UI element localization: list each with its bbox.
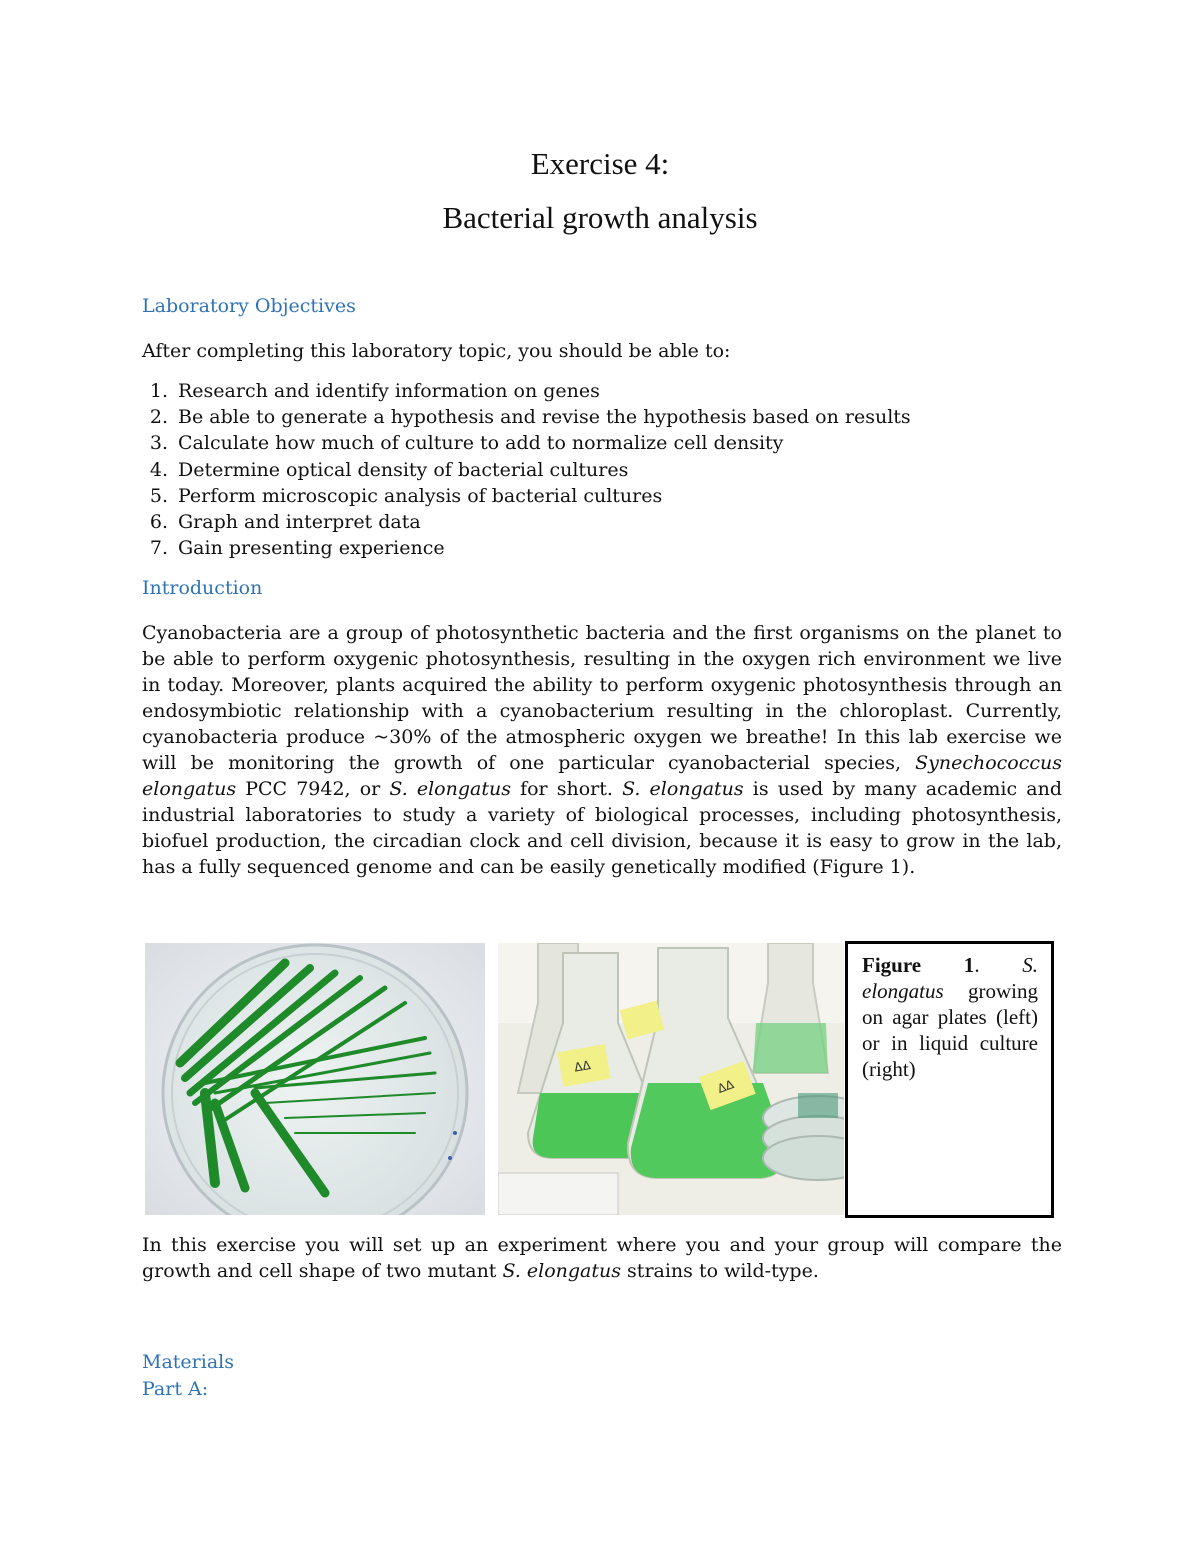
list-number: 5.: [149, 484, 168, 507]
list-number: 4.: [149, 458, 168, 481]
intro-text-4: is used by many academic and industrial laboratories to study a variety of biological processes, including photosynthesis, biofuel production, the circadian clock and cell division, because it is easy to grow in the lab, has a fully sequenced genome and can be easily genetically modified (Figure 1).: [142, 778, 1062, 878]
intro-text-1: Cyanobacteria are a group of photosynthetic bacteria and the first organisms on the planet to be able to perform oxygenic photosynthesis, resulting in the oxygen rich environment we live in today. Moreover, plants acquired the ability to perform oxygenic photosynthesis through an endosymbiotic relationship with a cyanobacterium resulting in the chloroplast. Currently, cyanobacteria produce ~30% of the atmospheric oxygen we breathe! In this lab exercise we will be monitoring the growth of one particular cyanobacterial species,: [142, 622, 1062, 774]
list-item: [142, 535, 911, 561]
objectives-list: [142, 378, 911, 561]
species-abbrev: S. elongatus: [862, 953, 1039, 1003]
list-text: Determine optical density of bacterial cultures: [178, 458, 629, 481]
list-text: Gain presenting experience: [178, 537, 445, 560]
liquid-culture-photo: [498, 943, 844, 1215]
list-item: [142, 457, 911, 483]
species-abbrev: S. elongatus: [502, 1260, 622, 1282]
exercise-paragraph: [142, 1232, 1062, 1284]
flask-label: ΔΔ: [573, 1057, 592, 1075]
caption-text: growing on agar plates (left) or in liquid culture (right): [862, 979, 1038, 1081]
exercise-number: Exercise 4:: [530, 146, 670, 181]
list-text: Be able to generate a hypothesis and revise the hypothesis based on results: [178, 406, 911, 429]
flask-label: ΔΔ: [715, 1077, 736, 1096]
list-item: [142, 378, 911, 404]
list-item: [142, 404, 911, 430]
exercise-text-2: strains to wild-type.: [621, 1260, 819, 1282]
objectives-heading: Laboratory Objectives: [142, 295, 356, 317]
list-number: 7.: [149, 537, 168, 560]
list-item: [142, 430, 911, 456]
exercise-text-1: In this exercise you will set up an experiment where you and your group will compare the growth and cell shape of two mutant: [142, 1234, 1062, 1282]
agar-plate-photo: [145, 943, 485, 1215]
list-item: [142, 483, 911, 509]
figure-caption: [862, 952, 1038, 1082]
list-number: 2.: [149, 406, 168, 429]
list-text: Calculate how much of culture to add to normalize cell density: [178, 432, 784, 455]
list-number: 6.: [149, 511, 168, 534]
materials-heading: Materials: [142, 1351, 234, 1373]
list-text: Perform microscopic analysis of bacterial cultures: [178, 484, 663, 507]
objectives-intro: After completing this laboratory topic, you should be able to:: [142, 340, 731, 362]
figure-label: Figure 1: [862, 953, 975, 977]
part-a-heading: Part A:: [142, 1378, 209, 1400]
caption-punctuation: .: [974, 953, 980, 977]
intro-text-2: PCC 7942, or: [236, 778, 390, 800]
list-number: 1.: [149, 380, 168, 402]
intro-text-3: for short.: [510, 778, 623, 800]
species-abbrev: S. elongatus: [389, 778, 511, 800]
list-number: 3.: [149, 432, 168, 455]
list-item: [142, 509, 911, 535]
figure-caption-box: [845, 941, 1054, 1218]
list-text: Graph and interpret data: [178, 511, 421, 534]
page-title: Bacterial growth analysis: [442, 200, 758, 235]
species-abbrev: S. elongatus: [622, 778, 744, 800]
introduction-paragraph: [142, 620, 1062, 880]
list-text: Research and identify information on genes: [178, 380, 600, 402]
introduction-heading: Introduction: [142, 577, 263, 599]
species-name: Synechococcus elongatus: [142, 752, 1062, 800]
